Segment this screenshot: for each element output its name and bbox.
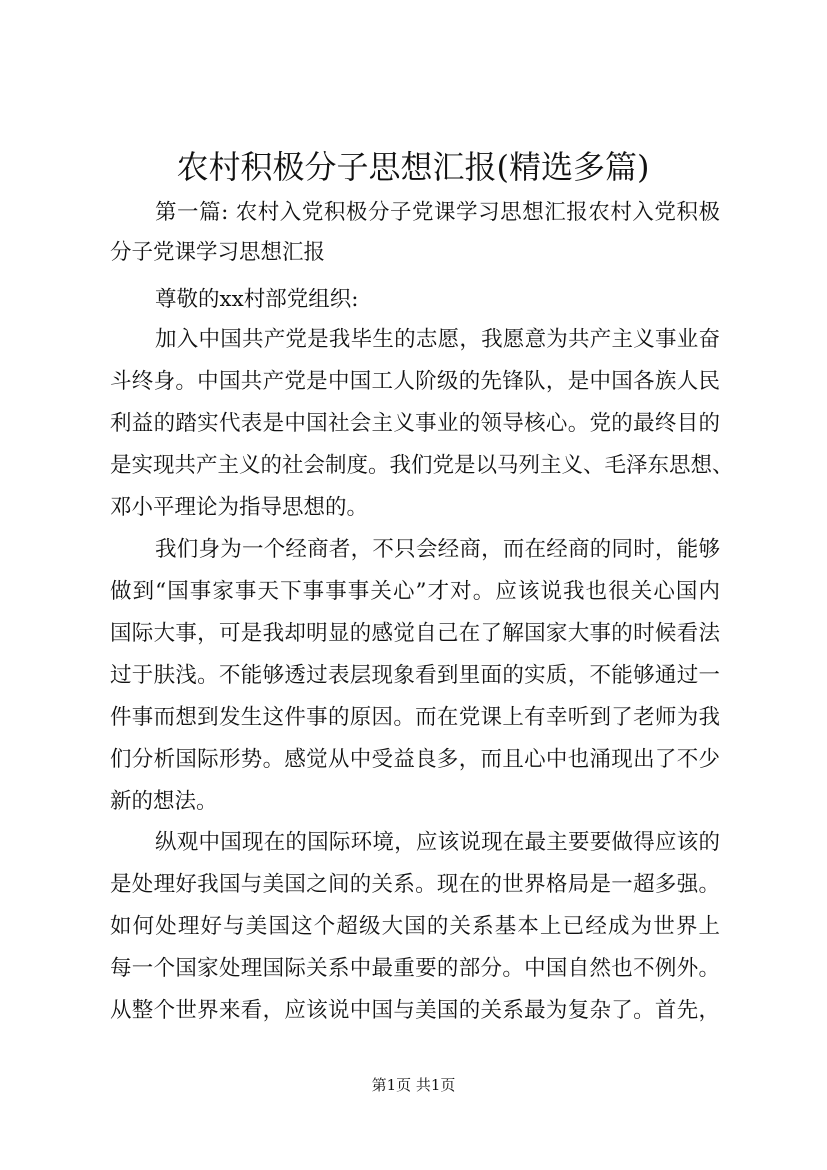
text-line: 利益的踏实代表是中国社会主义事业的领导核心。党的最终目的 bbox=[110, 411, 720, 436]
text-line: 纵观中国现在的国际环境，应该说现在最主要要做得应该的 bbox=[155, 830, 720, 855]
text-line: 我们身为一个经商者，不只会经商，而在经商的同时，能够 bbox=[155, 537, 720, 562]
text-line: 是实现共产主义的社会制度。我们党是以马列主义、毛泽东思想、 bbox=[110, 453, 734, 478]
text-line: 分子党课学习思想汇报 bbox=[110, 240, 326, 265]
text-line: 们分析国际形势。感觉从中受益良多，而且心中也涌现出了不少 bbox=[110, 747, 720, 772]
text-line: 国际大事，可是我却明显的感觉自己在了解国家大事的时候看法 bbox=[110, 621, 720, 646]
text-line: 每一个国家处理国际关系中最重要的部分。中国自然也不例外。 bbox=[110, 956, 720, 981]
text-line: 斗终身。中国共产党是中国工人阶级的先锋队，是中国各族人民 bbox=[110, 369, 720, 394]
text-line: 新的想法。 bbox=[110, 789, 218, 814]
text-line: 件事而想到发生这件事的原因。而在党课上有幸听到了老师为我 bbox=[110, 705, 720, 730]
text-line: 加入中国共产党是我毕生的志愿，我愿意为共产主义事业奋 bbox=[155, 327, 720, 352]
text-line: 是处理好我国与美国之间的关系。现在的世界格局是一超多强。 bbox=[110, 872, 720, 897]
text-line: 从整个世界来看，应该说中国与美国的关系最为复杂了。首先， bbox=[110, 998, 720, 1023]
salutation: 尊敬的xx村部党组织: bbox=[155, 287, 359, 312]
text-line: 过于肤浅。不能够透过表层现象看到里面的实质，不能够通过一 bbox=[110, 663, 720, 688]
text-line: 第一篇: 农村入党积极分子党课学习思想汇报农村入党积极 bbox=[155, 200, 720, 225]
page-footer: 第1页 共1页 bbox=[371, 1076, 456, 1094]
text-line: 邓小平理论为指导思想的。 bbox=[110, 495, 369, 520]
text-line: 做到“国事家事天下事事事关心”才对。应该说我也很关心国内 bbox=[110, 579, 720, 604]
text-line: 如何处理好与美国这个超级大国的关系基本上已经成为世界上 bbox=[110, 914, 720, 939]
document-title: 农村积极分子思想汇报(精选多篇) bbox=[176, 148, 650, 186]
